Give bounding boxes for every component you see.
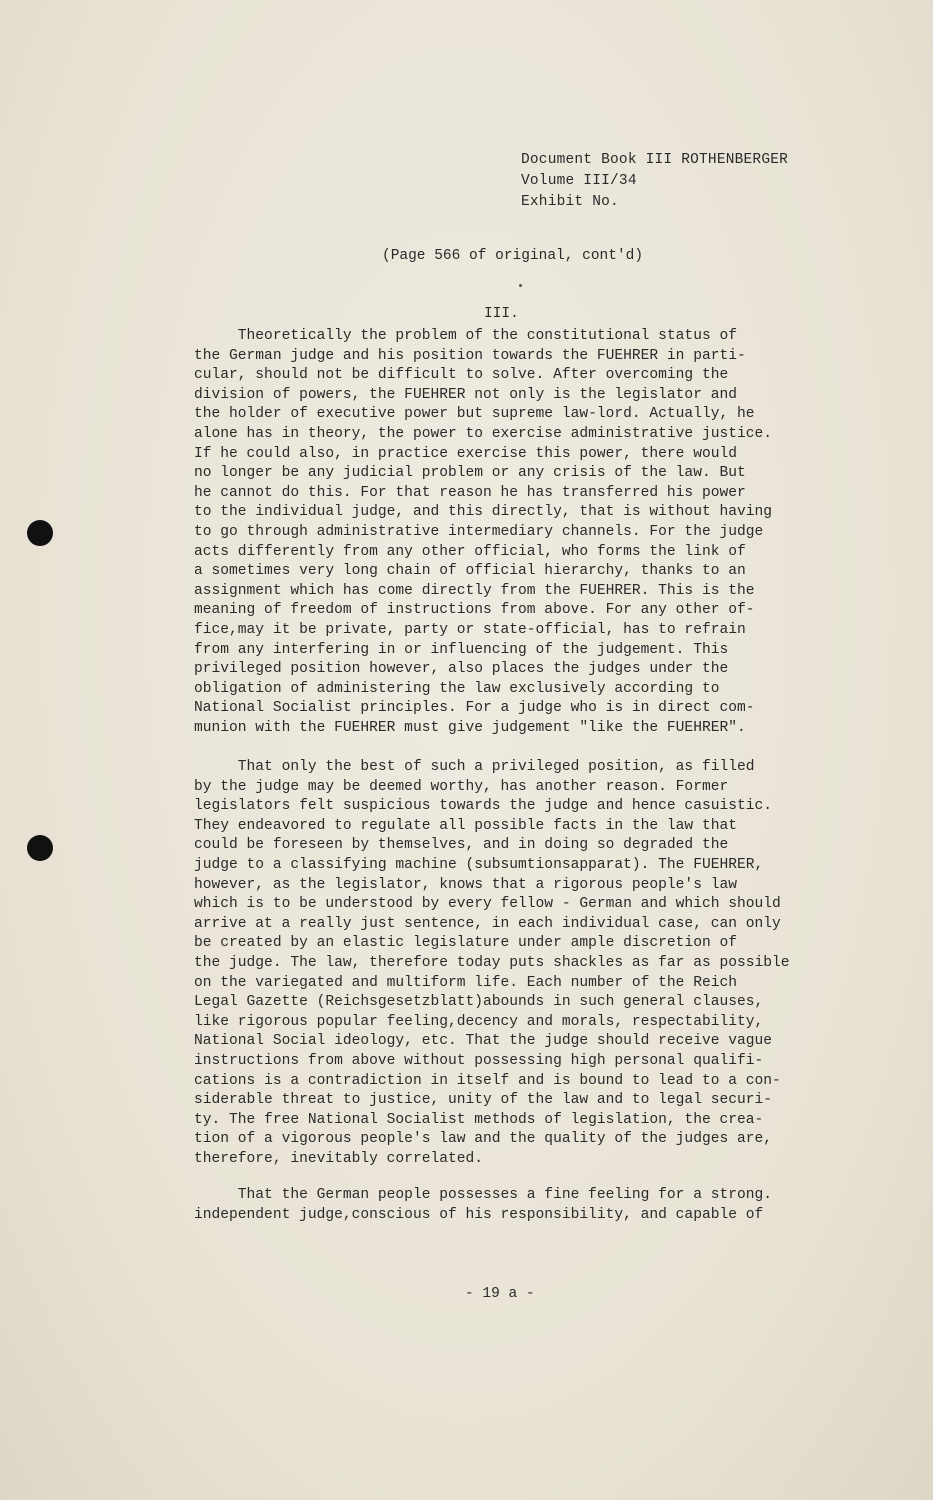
header-line: Volume III/34 [521,173,637,189]
text-line: They endeavored to regulate all possible facts in the law that [194,817,737,834]
text-line: arrive at a really just sentence, in each individual case, can only [194,915,781,932]
text-line: cations is a contradiction in itself and is bound to lead to a con- [194,1072,781,1089]
text-line: ty. The free National Socialist methods of legislation, the crea- [194,1111,764,1128]
text-line: National Socialist principles. For a judge who is in direct com- [194,700,755,717]
text-line: the German judge and his position towards the FUEHRER in parti- [194,347,746,364]
text-line: the holder of executive power but supreme law-lord. Actually, he [194,406,755,423]
text-line: siderable threat to justice, unity of the law and to legal securi- [194,1092,773,1109]
text-line: division of powers, the FUEHRER not only is the legislator and [194,386,737,403]
header-line: Document Book III ROTHENBERGER [521,152,789,168]
text-line: acts differently from any other official, who forms the link of [194,543,746,560]
document-header [521,150,788,213]
text-line: from any interfering in or influencing of the judgement. This [194,641,729,658]
text-line: obligation of administering the law exclusively according to [194,680,720,697]
text-line: the judge. The law, therefore today puts shackles as far as possible [194,954,790,971]
text-line: to go through administrative intermediary channels. For the judge [194,523,764,540]
text-line: assignment which has come directly from the FUEHRER. This is the [194,582,755,599]
text-line: instructions from above without possessing high personal qualifi- [194,1052,764,1069]
text-line: tion of a vigorous people's law and the quality of the judges are, [194,1131,773,1148]
text-line: Theoretically the problem of the constitutional status of [194,328,737,344]
text-line: alone has in theory, the power to exercise administrative justice. [194,425,773,442]
text-line: by the judge may be deemed worthy, has another reason. Former [194,778,729,795]
text-line: legislators felt suspicious towards the judge and hence casuistic. [194,798,773,815]
dot-mark [519,284,522,287]
text-line: If he could also, in practice exercise this power, there would [194,445,737,462]
text-line: That the German people possesses a fine feeling for a strong. [194,1187,773,1203]
text-line: judge to a classifying machine (subsumtionsapparat). The FUEHRER, [194,856,764,873]
header-line: Exhibit No. [521,194,619,210]
text-line: munion with the FUEHRER must give judgement "like the FUEHRER". [194,719,746,736]
text-line: independent judge,conscious of his responsibility, and capable of [194,1206,764,1223]
page-number: - 19 a - [465,1286,535,1302]
text-line: could be foreseen by themselves, and in doing so degraded the [194,837,729,854]
paragraph-1 [194,327,854,738]
section-number: III. [484,306,519,322]
punch-hole [27,520,53,546]
text-line: Legal Gazette (Reichsgesetzblatt)abounds in such general clauses, [194,994,764,1011]
text-line: however, as the legislator, knows that a rigorous people's law [194,876,737,893]
text-line: which is to be understood by every fellow - German and which should [194,896,781,913]
paragraph-3 [194,1186,854,1225]
punch-hole [27,835,53,861]
text-line: to the individual judge, and this directly, that is without having [194,504,773,521]
text-line: meaning of freedom of instructions from above. For any other of- [194,602,755,619]
text-line: he cannot do this. For that reason he has transferred his power [194,484,746,501]
text-line: privileged position however, also places the judges under the [194,661,729,678]
text-line: National Social ideology, etc. That the judge should receive vague [194,1033,773,1050]
text-line: be created by an elastic legislature under ample discretion of [194,935,737,952]
text-line: on the variegated and multiform life. Each number of the Reich [194,974,737,991]
text-line: no longer be any judicial problem or any crisis of the law. But [194,465,746,482]
text-line: therefore, inevitably correlated. [194,1150,484,1167]
text-line: cular, should not be difficult to solve. After overcoming the [194,367,729,384]
text-line: a sometimes very long chain of official hierarchy, thanks to an [194,563,746,580]
page-reference: (Page 566 of original, cont'd) [382,248,644,264]
text-line: That only the best of such a privileged position, as filled [194,759,755,775]
paragraph-2 [194,758,854,1169]
text-line: fice,may it be private, party or state-official, has to refrain [194,621,746,638]
text-line: like rigorous popular feeling,decency and morals, respectability, [194,1013,764,1030]
